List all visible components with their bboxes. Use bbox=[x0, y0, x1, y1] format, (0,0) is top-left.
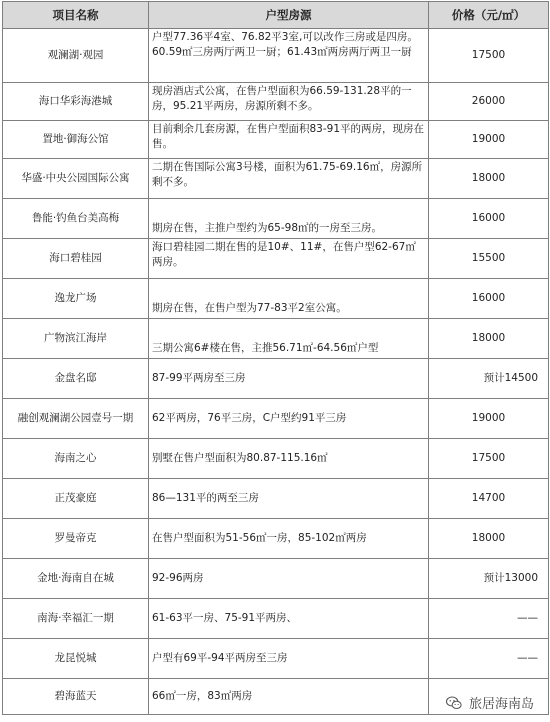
cell-unit-listing: 62平两房，76平三房，C户型约91平三房 bbox=[149, 399, 429, 439]
header-project-name: 项目名称 bbox=[3, 2, 149, 29]
cell-project-name: 正茂豪庭 bbox=[3, 479, 149, 519]
cell-price: 18000 bbox=[429, 159, 549, 199]
cell-unit-listing: 户型77.36平4室、76.82平3室,可以改作三房或是四房。60.59㎡三房两厅两卫一厨；61.43㎡两房两厅两卫一厨 bbox=[149, 29, 429, 83]
table-row bbox=[3, 159, 549, 199]
header-price: 价格（元/㎡） bbox=[429, 2, 549, 29]
cell-price: 18000 bbox=[429, 319, 549, 359]
table-row bbox=[3, 121, 549, 159]
cell-project-name: 罗曼帝克 bbox=[3, 519, 149, 559]
table-row bbox=[3, 399, 549, 439]
table-row bbox=[3, 279, 549, 319]
cell-project-name: 南海·幸福汇一期 bbox=[3, 599, 149, 639]
cell-unit-listing: 期房在售，在售户型为77-83平2室公寓。 bbox=[149, 279, 429, 319]
cell-project-name: 逸龙广场 bbox=[3, 279, 149, 319]
cell-project-name: 海南之心 bbox=[3, 439, 149, 479]
table-row bbox=[3, 519, 549, 559]
watermark-text: 旅居海南岛 bbox=[468, 697, 534, 712]
cell-price: 17500 bbox=[429, 439, 549, 479]
cell-project-name: 置地·御海公馆 bbox=[3, 121, 149, 159]
cell-project-name: 观澜湖·观园 bbox=[3, 29, 149, 83]
cell-price: 19000 bbox=[429, 121, 549, 159]
cell-project-name: 广物滨江海岸 bbox=[3, 319, 149, 359]
cell-unit-listing: 86—131平的两至三房 bbox=[149, 479, 429, 519]
cell-project-name: 华盛·中央公园国际公寓 bbox=[3, 159, 149, 199]
cell-price: 16000 bbox=[429, 199, 549, 239]
cell-unit-listing: 户型有69平-94平两房至三房 bbox=[149, 639, 429, 679]
cell-project-name: 碧海蓝天 bbox=[3, 679, 149, 715]
cell-project-name: 龙昆悦城 bbox=[3, 639, 149, 679]
cell-project-name: 融创观澜湖公园壹号一期 bbox=[3, 399, 149, 439]
cell-project-name: 金地·海南自在城 bbox=[3, 559, 149, 599]
cell-price: 预计14500 bbox=[429, 359, 549, 399]
cell-price: —— bbox=[429, 599, 549, 639]
cell-price: 14700 bbox=[429, 479, 549, 519]
table-row bbox=[3, 29, 549, 83]
table-row bbox=[3, 239, 549, 279]
cell-unit-listing: 别墅在售户型面积为80.87-115.16㎡ bbox=[149, 439, 429, 479]
cell-unit-listing: 目前剩余几套房源，在售户型面积83-91平的两房，现房在售。 bbox=[149, 121, 429, 159]
table-row bbox=[3, 599, 549, 639]
cell-project-name: 海口华彩海港城 bbox=[3, 83, 149, 121]
wechat-icon bbox=[445, 694, 463, 712]
watermark bbox=[441, 691, 538, 714]
cell-unit-listing: 61-63平一房、75-91平两房、 bbox=[149, 599, 429, 639]
table-row bbox=[3, 199, 549, 239]
cell-unit-listing: 现房酒店式公寓，在售户型面积为66.59-131.28平的一房，95.21平两房，房源所剩不多。 bbox=[149, 83, 429, 121]
table-row bbox=[3, 359, 549, 399]
housing-price-table bbox=[2, 1, 549, 715]
table-row bbox=[3, 559, 549, 599]
table-row bbox=[3, 639, 549, 679]
table-row bbox=[3, 439, 549, 479]
cell-project-name: 金盘名邸 bbox=[3, 359, 149, 399]
cell-unit-listing: 二期在售国际公寓3号楼，面积为61.75-69.16㎡，房源所剩不多。 bbox=[149, 159, 429, 199]
table-row bbox=[3, 319, 549, 359]
cell-price: 预计13000 bbox=[429, 559, 549, 599]
cell-unit-listing: 三期公寓6#楼在售，主推56.71㎡-64.56㎡户型 bbox=[149, 319, 429, 359]
cell-price: —— bbox=[429, 639, 549, 679]
cell-price: 16000 bbox=[429, 279, 549, 319]
cell-price: 15500 bbox=[429, 239, 549, 279]
cell-unit-listing: 66㎡一房，83㎡两房 bbox=[149, 679, 429, 715]
cell-unit-listing: 92-96两房 bbox=[149, 559, 429, 599]
cell-unit-listing: 海口碧桂园二期在售的是10#、11#，在售户型62-67㎡两房。 bbox=[149, 239, 429, 279]
cell-project-name: 鲁能·钓鱼台美高梅 bbox=[3, 199, 149, 239]
header-unit-listing: 户型房源 bbox=[149, 2, 429, 29]
cell-unit-listing: 在售户型面积为51-56㎡一房，85-102㎡两房 bbox=[149, 519, 429, 559]
table-row bbox=[3, 479, 549, 519]
cell-unit-listing: 期房在售，主推户型约为65-98㎡的一房至三房。 bbox=[149, 199, 429, 239]
cell-price: 17500 bbox=[429, 29, 549, 83]
cell-unit-listing: 87-99平两房至三房 bbox=[149, 359, 429, 399]
table-header-row bbox=[3, 2, 549, 29]
cell-price: 19000 bbox=[429, 399, 549, 439]
cell-price: 26000 bbox=[429, 83, 549, 121]
cell-project-name: 海口碧桂园 bbox=[3, 239, 149, 279]
cell-price: 18000 bbox=[429, 519, 549, 559]
table-row bbox=[3, 83, 549, 121]
